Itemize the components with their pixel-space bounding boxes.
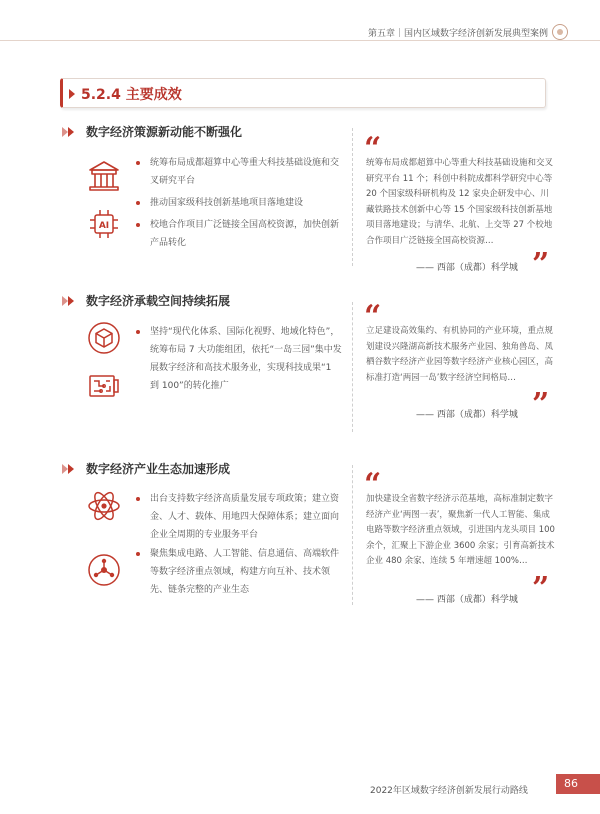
bullet-dot	[136, 497, 140, 501]
bullet-item	[136, 154, 342, 190]
quote-divider	[352, 465, 353, 605]
quote-divider	[352, 128, 353, 266]
bullet-text: 推动国家级科技创新基地项目落地建设	[150, 198, 304, 208]
bullet-text: 聚焦集成电路、人工智能、信息通信、高端软件等数字经济重点领域，构建方向互补、技术领先、链条完整的产业生态	[150, 549, 340, 595]
close-quote-icon: ”	[532, 571, 550, 606]
footer-title: 2022年区域数字经济创新发展行动路线	[370, 786, 528, 796]
bullet-item	[136, 216, 342, 252]
block-heading-1	[62, 123, 242, 140]
bullet-dot	[136, 161, 140, 165]
bullet-item	[136, 545, 342, 599]
network-nodes-icon	[86, 552, 122, 588]
circuit-board-icon	[86, 368, 122, 404]
close-quote-icon: ”	[532, 247, 550, 282]
chapter-badge-icon	[552, 24, 568, 40]
quote-source: —— 西部（成都）科学城	[416, 263, 518, 273]
ai-chip-icon	[86, 206, 122, 242]
atom-icon	[86, 488, 122, 524]
cube-network-icon	[86, 320, 122, 356]
bullet-dot	[136, 201, 140, 205]
block-heading-text: 数字经济产业生态加速形成	[86, 462, 231, 476]
bullet-text: 统筹布局成都超算中心等重大科技基础设施和交叉研究平台	[150, 158, 340, 186]
bullet-text: 坚持“现代化体系、国际化视野、地域化特色”，统筹布局 7 大功能组团，依托“一岛三园”集中发展数字经济和高技术服务业，实现科技成果“1 到 100”的转化推广	[150, 327, 342, 391]
quote-text: 加快建设全省数字经济示范基地，高标准制定数字经济产业‘两图一表’，聚焦新一代人工智能、集成电路等数字经济重点领域，引进国内龙头项目 100 余个，汇聚上下游企业 3600 余家；引育高新技术企业 480 余家、连续 5 年增速超 100%…	[366, 494, 555, 566]
bullet-dot	[136, 330, 140, 334]
block-heading-3	[62, 460, 230, 477]
bullet-text: 出台支持数字经济高质量发展专项政策；建立资金、人才、载体、用地四大保障体系；建立面向企业全周期的专业服务平台	[150, 494, 340, 540]
bullet-item	[136, 323, 342, 395]
quote-source: —— 西部（成都）科学城	[416, 595, 518, 605]
header-divider	[0, 40, 600, 41]
bullet-item	[136, 490, 342, 544]
bullet-dot	[136, 223, 140, 227]
chapter-header: 第五章｜国内区域数字经济创新发展典型案例	[367, 29, 548, 39]
building-columns-icon	[86, 158, 122, 194]
bullet-text: 校地合作项目广泛链接全国高校资源，加快创新产品转化	[150, 220, 340, 248]
open-quote-icon: “	[364, 299, 382, 334]
quote-divider	[352, 302, 353, 432]
bullet-item	[136, 194, 342, 212]
quote-text: 统筹布局成都超算中心等重大科技基础设施和交叉研究平台 11 个；科创中科院成都科学研究中心等 20 个国家级科研机构及 12 家央企研发中心、川藏铁路技术创新中心等 15 个国家级科技创新基地项目落地建设；与清华、北航、上交等 27 个校地合作项目广泛链接全国高校资源…	[366, 158, 554, 246]
open-quote-icon: “	[364, 467, 382, 502]
bullet-dot	[136, 552, 140, 556]
block-heading-text: 数字经济承载空间持续拓展	[86, 294, 231, 308]
double-chevron-icon	[62, 127, 76, 137]
open-quote-icon: “	[364, 131, 382, 166]
quote-text: 立足建设高效集约、有机协同的产业环境，重点规划建设兴隆湖高新技术服务产业园、独角兽岛、凤栖谷数字经济产业园等数字经济产业核心园区，高标准打造‘两园一岛’数字经济空间格局…	[366, 326, 554, 383]
section-caret-icon	[69, 89, 75, 99]
svg-text:AI: AI	[98, 221, 110, 231]
section-title: 5.2.4 主要成效	[81, 87, 182, 103]
close-quote-icon: ”	[532, 387, 550, 422]
quote-source: —— 西部（成都）科学城	[416, 410, 518, 420]
double-chevron-icon	[62, 464, 76, 474]
block-heading-text: 数字经济策源新动能不断强化	[86, 125, 243, 139]
page-number: 86	[556, 774, 600, 794]
double-chevron-icon	[62, 296, 76, 306]
section-title-bar	[60, 78, 546, 108]
block-heading-2	[62, 292, 230, 309]
